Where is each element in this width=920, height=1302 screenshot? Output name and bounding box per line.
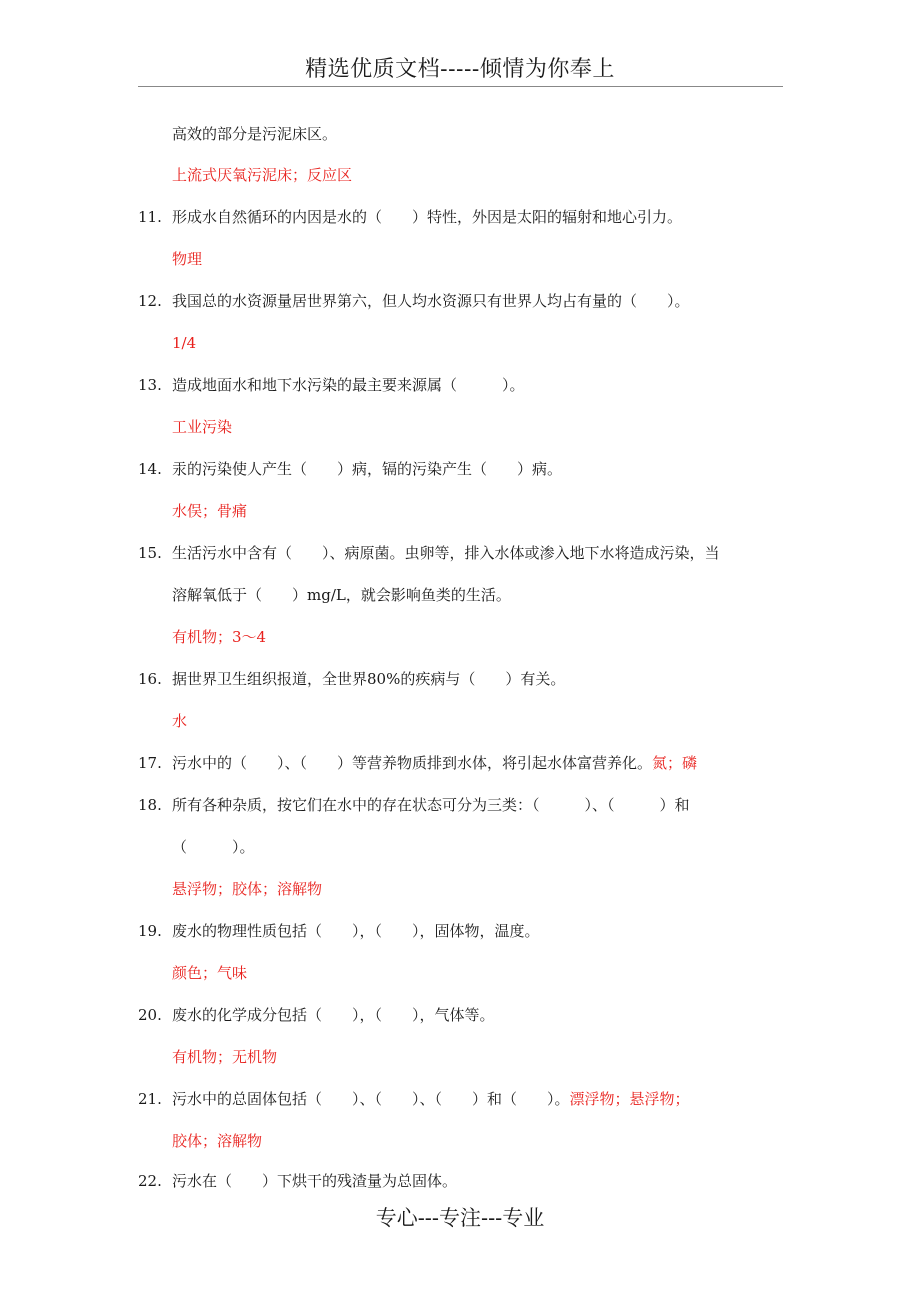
question-number: 20. xyxy=(138,1006,162,1024)
answer-text: 悬浮物；胶体；溶解物 xyxy=(172,880,323,898)
line-content xyxy=(172,921,540,941)
question-text: 高效的部分是污泥床区。 xyxy=(172,125,338,143)
line-content xyxy=(172,459,562,479)
answer-text: 氮；磷 xyxy=(652,754,698,772)
answer-text: 漂浮物；悬浮物； xyxy=(569,1090,690,1108)
answer-text: 物理 xyxy=(172,250,203,268)
line-content xyxy=(172,291,690,311)
header-divider xyxy=(138,86,783,87)
question-text: 污水中的（ ）、（ ）等营养物质排到水体，将引起水体富营养化。 xyxy=(172,754,653,772)
question-text: 汞的污染使人产生（ ）病，镉的污染产生（ ）病。 xyxy=(172,460,563,478)
question-text: 污水在（ ）下烘干的残渣量为总固体。 xyxy=(172,1172,458,1190)
question-number: 18. xyxy=(138,796,162,814)
question-text: 生活污水中含有（ ）、病原菌。虫卵等，排入水体或渗入地下水将造成污染，当 xyxy=(172,544,720,562)
line-content xyxy=(172,1131,262,1151)
line-content xyxy=(172,249,202,269)
question-text: 废水的物理性质包括（ ），（ ），固体物，温度。 xyxy=(172,922,540,940)
page-footer: 专心---专注---专业 xyxy=(375,1206,545,1230)
line-content xyxy=(172,795,690,815)
answer-text: 胶体；溶解物 xyxy=(172,1132,263,1150)
line-content xyxy=(172,207,682,227)
question-number: 19. xyxy=(138,922,162,940)
line-content xyxy=(172,1089,690,1109)
question-number: 15. xyxy=(138,544,162,562)
question-number: 16. xyxy=(138,670,162,688)
question-number: 11. xyxy=(138,208,162,226)
answer-text: 1/4 xyxy=(172,334,197,352)
line-content xyxy=(172,501,247,521)
question-text: （ ）。 xyxy=(172,838,255,856)
question-text: 废水的化学成分包括（ ），（ ），气体等。 xyxy=(172,1006,495,1024)
line-content xyxy=(172,711,187,731)
question-text: 据世界卫生组织报道，全世界80%的疾病与（ ）有关。 xyxy=(172,670,566,688)
question-number: 21. xyxy=(138,1090,162,1108)
line-content xyxy=(172,963,247,983)
answer-text: 水 xyxy=(172,712,188,730)
question-text: 污水中的总固体包括（ ）、（ ）、（ ）和（ ）。 xyxy=(172,1090,570,1108)
line-content xyxy=(172,1005,495,1025)
line-content xyxy=(172,543,720,563)
answer-text: 有机物；3～4 xyxy=(172,628,267,646)
page-header: 精选优质文档-----倾情为你奉上 xyxy=(305,57,615,82)
question-text: 造成地面水和地下水污染的最主要来源属（ ）。 xyxy=(172,376,525,394)
line-content xyxy=(172,627,266,647)
line-content xyxy=(172,837,255,857)
question-number: 13. xyxy=(138,376,162,394)
line-content xyxy=(172,879,322,899)
answer-text: 水俣；骨痛 xyxy=(172,502,248,520)
line-content xyxy=(172,124,337,144)
question-text: 形成水自然循环的内因是水的（ ）特性，外因是太阳的辐射和地心引力。 xyxy=(172,208,683,226)
line-content xyxy=(172,165,352,185)
question-number: 12. xyxy=(138,292,162,310)
line-content xyxy=(172,753,697,773)
question-number: 17. xyxy=(138,754,162,772)
line-content xyxy=(172,585,511,605)
question-text: 溶解氧低于（ ）mg/L，就会影响鱼类的生活。 xyxy=(172,586,511,604)
line-content xyxy=(172,333,196,353)
answer-text: 工业污染 xyxy=(172,418,233,436)
answer-text: 上流式厌氧污泥床；反应区 xyxy=(172,166,353,184)
line-content xyxy=(172,417,232,437)
line-content xyxy=(172,669,565,689)
line-content xyxy=(172,375,525,395)
answer-text: 有机物；无机物 xyxy=(172,1048,278,1066)
question-text: 我国总的水资源量居世界第六，但人均水资源只有世界人均占有量的（ ）。 xyxy=(172,292,690,310)
line-content xyxy=(172,1047,277,1067)
line-content xyxy=(172,1171,457,1191)
question-number: 22. xyxy=(138,1172,162,1190)
answer-text: 颜色；气味 xyxy=(172,964,248,982)
question-text: 所有各种杂质，按它们在水中的存在状态可分为三类：（ ）、（ ）和 xyxy=(172,796,690,814)
question-number: 14. xyxy=(138,460,162,478)
